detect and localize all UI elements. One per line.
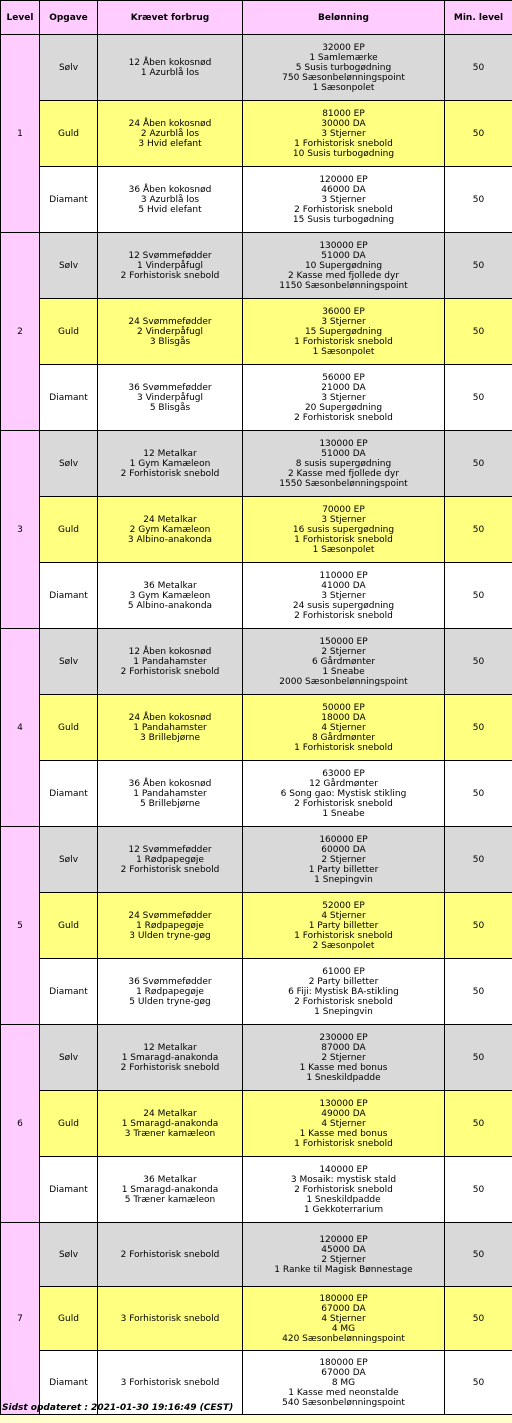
table-row xyxy=(1,695,512,761)
reward-item: 8 susis supergødning xyxy=(295,458,392,469)
reward-item: 1 Forhistorisk snebold xyxy=(294,742,393,753)
required-item: 12 Metalkar xyxy=(143,1042,197,1053)
reward-item: 1 Sneskildpadde xyxy=(306,1194,381,1205)
min-level-cell: 50 xyxy=(445,365,512,431)
required-cell xyxy=(98,695,243,761)
table-row xyxy=(1,827,512,893)
reward-item: 67000 DA xyxy=(321,1303,366,1314)
min-level-cell: 50 xyxy=(445,1157,512,1223)
reward-item: 1 Sæsonpolet xyxy=(312,346,375,357)
required-item: 1 Pandahamster xyxy=(133,788,207,799)
required-item: 24 Åben kokosnød xyxy=(128,712,212,723)
required-item: 24 Metalkar xyxy=(143,1108,197,1119)
reward-item: 20 Supergødning xyxy=(304,402,383,413)
min-level-cell: 50 xyxy=(445,893,512,959)
level-cell: 2 xyxy=(1,233,40,431)
reward-item: 2 Party billetter xyxy=(308,976,379,987)
table-row xyxy=(1,101,512,167)
reward-item: 2 Forhistorisk snebold xyxy=(294,996,393,1007)
reward-item: 1 Kasse med neonstalde xyxy=(288,1387,399,1398)
reward-item: 1 Forhistorisk snebold xyxy=(294,930,393,941)
required-item: 1 Azurblå los xyxy=(140,67,200,78)
reward-item: 2 Kasse med fjollede dyr xyxy=(287,468,400,479)
reward-item: 1550 Sæsonbelønningspoint xyxy=(279,478,408,489)
task-cell: Diamant xyxy=(40,1157,98,1223)
reward-item: 2 Forhistorisk snebold xyxy=(294,798,393,809)
required-item: 2 Gym Kamæleon xyxy=(129,524,211,535)
reward-item: 36000 EP xyxy=(322,306,365,317)
required-item: 36 Metalkar xyxy=(143,580,197,591)
reward-item: 3 Mosaik: mystisk stald xyxy=(290,1174,397,1185)
header-reward: Belønning xyxy=(243,1,445,35)
required-item: 1 Smaragd-anakonda xyxy=(121,1052,219,1063)
level-cell: 3 xyxy=(1,431,40,629)
task-cell: Diamant xyxy=(40,167,98,233)
table-row xyxy=(1,629,512,695)
reward-item: 1 Gekkoterrarium xyxy=(303,1204,384,1215)
reward-item: 1 Snepingvin xyxy=(314,874,373,885)
reward-item: 2 Forhistorisk snebold xyxy=(294,1184,393,1195)
reward-cell xyxy=(243,167,445,233)
min-level-cell: 50 xyxy=(445,101,512,167)
task-cell: Diamant xyxy=(40,563,98,629)
reward-item: 50000 EP xyxy=(322,702,365,713)
reward-item: 4 Stjerner xyxy=(321,910,366,921)
reward-item: 2 Kasse med fjollede dyr xyxy=(287,270,400,281)
required-item: 12 Åben kokosnød xyxy=(128,646,212,657)
reward-item: 60000 DA xyxy=(321,844,366,855)
reward-item: 5 Susis turbogødning xyxy=(295,62,392,73)
reward-item: 2 Stjerner xyxy=(321,1254,366,1265)
reward-cell xyxy=(243,431,445,497)
reward-item: 15 Supergødning xyxy=(304,326,383,337)
task-cell: Guld xyxy=(40,1287,98,1351)
task-cell: Diamant xyxy=(40,1351,98,1415)
reward-item: 18000 DA xyxy=(321,712,366,723)
reward-item: 130000 EP xyxy=(319,240,368,251)
table-row xyxy=(1,761,512,827)
reward-item: 1 Forhistorisk snebold xyxy=(294,1138,393,1149)
reward-item: 180000 EP xyxy=(319,1293,368,1304)
reward-item: 6 Song gao: Mystisk stikling xyxy=(280,788,407,799)
reward-item: 24 susis supergødning xyxy=(292,600,395,611)
required-item: 2 Forhistorisk snebold xyxy=(120,1062,220,1073)
min-level-cell: 50 xyxy=(445,629,512,695)
header-level: Level xyxy=(1,1,40,35)
reward-item: 540 Sæsonbelønningspoint xyxy=(282,1397,405,1408)
required-item: 3 Træner kamæleon xyxy=(124,1128,216,1139)
reward-item: 3 Stjerner xyxy=(321,194,366,205)
required-item: 3 Brillebjørne xyxy=(139,732,200,743)
required-item: 5 Ulden tryne-gøg xyxy=(129,996,211,1007)
reward-item: 1150 Sæsonbelønningspoint xyxy=(279,280,408,291)
task-cell: Guld xyxy=(40,1091,98,1157)
reward-item: 2 Sæsonpolet xyxy=(312,940,375,951)
min-level-cell: 50 xyxy=(445,1025,512,1091)
reward-cell xyxy=(243,1223,445,1287)
reward-item: 51000 DA xyxy=(321,250,366,261)
reward-item: 120000 EP xyxy=(319,1234,368,1245)
required-item: 1 Gym Kamæleon xyxy=(129,458,211,469)
required-item: 3 Vinderpåfugl xyxy=(136,392,203,403)
required-item: 36 Åben kokosnød xyxy=(128,184,212,195)
required-item: 1 Pandahamster xyxy=(133,722,207,733)
reward-item: 87000 DA xyxy=(321,1042,366,1053)
required-cell xyxy=(98,1287,243,1351)
required-item: 3 Forhistorisk snebold xyxy=(120,1377,220,1388)
reward-item: 2 Forhistorisk snebold xyxy=(294,204,393,215)
reward-item: 130000 EP xyxy=(319,438,368,449)
reward-cell xyxy=(243,101,445,167)
required-cell xyxy=(98,893,243,959)
header-min-level: Min. level xyxy=(445,1,512,35)
required-item: 36 Svømmefødder xyxy=(128,382,212,393)
required-cell xyxy=(98,1157,243,1223)
reward-cell xyxy=(243,1025,445,1091)
required-item: 2 Forhistorisk snebold xyxy=(120,666,220,677)
reward-item: 150000 EP xyxy=(319,636,368,647)
task-cell: Guld xyxy=(40,101,98,167)
min-level-cell: 50 xyxy=(445,1287,512,1351)
reward-item: 1 Sæsonpolet xyxy=(312,544,375,555)
min-level-cell: 50 xyxy=(445,1351,512,1415)
reward-cell xyxy=(243,893,445,959)
reward-item: 10 Susis turbogødning xyxy=(292,148,395,159)
required-item: 3 Blisgås xyxy=(149,336,191,347)
reward-item: 10 Supergødning xyxy=(304,260,383,271)
reward-item: 49000 DA xyxy=(321,1108,366,1119)
reward-item: 81000 EP xyxy=(322,108,365,119)
reward-item: 1 Sæsonpolet xyxy=(312,82,375,93)
reward-item: 1 Sneskildpadde xyxy=(306,1072,381,1083)
table-row xyxy=(1,1025,512,1091)
required-item: 2 Vinderpåfugl xyxy=(136,326,203,337)
required-item: 2 Azurblå los xyxy=(140,128,200,139)
reward-item: 160000 EP xyxy=(319,834,368,845)
required-item: 1 Smaragd-anakonda xyxy=(121,1118,219,1129)
reward-item: 1 Samlemærke xyxy=(309,52,378,63)
required-item: 5 Brillebjørne xyxy=(139,798,200,809)
reward-item: 8 MG xyxy=(331,1377,356,1388)
task-cell: Sølv xyxy=(40,629,98,695)
reward-item: 6 Fiji: Mystisk BA-stikling xyxy=(288,986,399,997)
reward-item: 130000 EP xyxy=(319,1098,368,1109)
reward-item: 180000 EP xyxy=(319,1357,368,1368)
reward-item: 52000 EP xyxy=(322,900,365,911)
reward-item: 1 Snepingvin xyxy=(314,1006,373,1017)
required-item: 5 Blisgås xyxy=(149,402,191,413)
reward-item: 2000 Sæsonbelønningspoint xyxy=(279,676,408,687)
required-cell xyxy=(98,827,243,893)
header-required: Krævet forbrug xyxy=(98,1,243,35)
table-row xyxy=(1,893,512,959)
required-item: 2 Forhistorisk snebold xyxy=(120,270,220,281)
reward-item: 32000 EP xyxy=(322,42,365,53)
required-cell xyxy=(98,629,243,695)
required-item: 24 Svømmefødder xyxy=(128,316,212,327)
table-row xyxy=(1,365,512,431)
reward-cell xyxy=(243,497,445,563)
reward-item: 4 MG xyxy=(331,1323,356,1334)
table-row xyxy=(1,35,512,101)
table-row xyxy=(1,233,512,299)
required-cell xyxy=(98,167,243,233)
reward-item: 1 Kasse med bonus xyxy=(299,1062,388,1073)
reward-item: 2 Stjerner xyxy=(321,854,366,865)
task-cell: Diamant xyxy=(40,365,98,431)
required-item: 2 Forhistorisk snebold xyxy=(120,1249,220,1260)
header-task: Opgave xyxy=(40,1,98,35)
required-item: 1 Vinderpåfugl xyxy=(136,260,203,271)
reward-item: 1 Party billetter xyxy=(308,864,379,875)
task-cell: Sølv xyxy=(40,827,98,893)
required-item: 36 Svømmefødder xyxy=(128,976,212,987)
reward-cell xyxy=(243,35,445,101)
reward-item: 8 Gårdmønter xyxy=(311,732,376,743)
required-item: 2 Forhistorisk snebold xyxy=(120,468,220,479)
reward-cell xyxy=(243,1351,445,1415)
task-cell: Guld xyxy=(40,299,98,365)
task-cell: Diamant xyxy=(40,761,98,827)
reward-cell xyxy=(243,695,445,761)
table-row xyxy=(1,497,512,563)
required-item: 1 Smaragd-anakonda xyxy=(121,1184,219,1195)
required-item: 24 Åben kokosnød xyxy=(128,118,212,129)
task-cell: Sølv xyxy=(40,1223,98,1287)
required-item: 3 Azurblå los xyxy=(140,194,200,205)
min-level-cell: 50 xyxy=(445,761,512,827)
required-item: 3 Ulden tryne-gøg xyxy=(129,930,211,941)
reward-cell xyxy=(243,1091,445,1157)
required-cell xyxy=(98,1025,243,1091)
required-item: 2 Forhistorisk snebold xyxy=(120,864,220,875)
reward-item: 1 Forhistorisk snebold xyxy=(294,336,393,347)
reward-item: 2 Forhistorisk snebold xyxy=(294,610,393,621)
required-item: 12 Metalkar xyxy=(143,448,197,459)
reward-item: 51000 DA xyxy=(321,448,366,459)
required-cell xyxy=(98,563,243,629)
reward-item: 30000 DA xyxy=(321,118,366,129)
reward-cell xyxy=(243,629,445,695)
task-cell: Guld xyxy=(40,893,98,959)
reward-item: 3 Stjerner xyxy=(321,514,366,525)
required-item: 5 Træner kamæleon xyxy=(124,1194,216,1205)
level-cell: 6 xyxy=(1,1025,40,1223)
required-item: 12 Svømmefødder xyxy=(128,250,212,261)
required-item: 36 Åben kokosnød xyxy=(128,778,212,789)
required-cell xyxy=(98,35,243,101)
min-level-cell: 50 xyxy=(445,35,512,101)
reward-item: 67000 DA xyxy=(321,1367,366,1378)
required-item: 5 Hvid elefant xyxy=(138,204,202,215)
required-item: 5 Albino-anakonda xyxy=(127,600,213,611)
reward-item: 4 Stjerner xyxy=(321,722,366,733)
reward-item: 1 Sneabe xyxy=(322,808,365,819)
required-item: 12 Svømmefødder xyxy=(128,844,212,855)
table-row xyxy=(1,959,512,1025)
required-item: 1 Rødpapegøje xyxy=(136,854,204,865)
reward-item: 3 Stjerner xyxy=(321,392,366,403)
task-cell: Guld xyxy=(40,497,98,563)
task-cell: Guld xyxy=(40,695,98,761)
reward-item: 1 Party billetter xyxy=(308,920,379,931)
reward-cell xyxy=(243,1157,445,1223)
required-cell xyxy=(98,1091,243,1157)
reward-item: 46000 DA xyxy=(321,184,366,195)
reward-item: 15 Susis turbogødning xyxy=(292,214,395,225)
level-cell: 7 xyxy=(1,1223,40,1415)
reward-item: 2 Stjerner xyxy=(321,646,366,657)
reward-item: 56000 EP xyxy=(322,372,365,383)
required-item: 3 Hvid elefant xyxy=(138,138,202,149)
reward-item: 120000 EP xyxy=(319,174,368,185)
required-cell xyxy=(98,761,243,827)
table-row xyxy=(1,1157,512,1223)
reward-item: 1 Forhistorisk snebold xyxy=(294,138,393,149)
required-cell xyxy=(98,299,243,365)
required-cell xyxy=(98,365,243,431)
min-level-cell: 50 xyxy=(445,1091,512,1157)
min-level-cell: 50 xyxy=(445,563,512,629)
table-row xyxy=(1,431,512,497)
required-item: 1 Rødpapegøje xyxy=(136,920,204,931)
required-item: 12 Åben kokosnød xyxy=(128,57,212,68)
task-cell: Sølv xyxy=(40,35,98,101)
reward-item: 4 Stjerner xyxy=(321,1313,366,1324)
table-row xyxy=(1,1091,512,1157)
reward-cell xyxy=(243,365,445,431)
min-level-cell: 50 xyxy=(445,299,512,365)
task-cell: Sølv xyxy=(40,233,98,299)
reward-item: 70000 EP xyxy=(322,504,365,515)
required-item: 3 Gym Kamæleon xyxy=(129,590,211,601)
reward-item: 16 susis supergødning xyxy=(292,524,395,535)
reward-cell xyxy=(243,299,445,365)
reward-item: 140000 EP xyxy=(319,1164,368,1175)
reward-item: 3 Stjerner xyxy=(321,316,366,327)
reward-item: 420 Sæsonbelønningspoint xyxy=(282,1333,405,1344)
min-level-cell: 50 xyxy=(445,431,512,497)
task-cell: Sølv xyxy=(40,431,98,497)
reward-item: 230000 EP xyxy=(319,1032,368,1043)
reward-cell xyxy=(243,959,445,1025)
required-cell xyxy=(98,497,243,563)
required-cell xyxy=(98,101,243,167)
reward-item: 2 Forhistorisk snebold xyxy=(294,412,393,423)
reward-cell xyxy=(243,233,445,299)
reward-item: 61000 EP xyxy=(322,966,365,977)
level-cell: 4 xyxy=(1,629,40,827)
reward-item: 3 Stjerner xyxy=(321,128,366,139)
reward-cell xyxy=(243,761,445,827)
header-row xyxy=(1,1,512,35)
reward-cell xyxy=(243,827,445,893)
required-item: 1 Pandahamster xyxy=(133,656,207,667)
reward-item: 63000 EP xyxy=(322,768,365,779)
reward-item: 21000 DA xyxy=(321,382,366,393)
required-cell xyxy=(98,233,243,299)
table-row xyxy=(1,1287,512,1351)
min-level-cell: 50 xyxy=(445,233,512,299)
required-item: 3 Albino-anakonda xyxy=(127,534,213,545)
last-updated: Sidst opdateret : 2021-01-30 19:16:49 (CEST) xyxy=(2,1403,234,1413)
required-item: 3 Forhistorisk snebold xyxy=(120,1313,220,1324)
reward-item: 6 Gårdmønter xyxy=(311,656,376,667)
reward-cell xyxy=(243,563,445,629)
reward-item: 110000 EP xyxy=(319,570,368,581)
reward-item: 2 Stjerner xyxy=(321,1052,366,1063)
task-cell: Sølv xyxy=(40,1025,98,1091)
reward-item: 3 Stjerner xyxy=(321,590,366,601)
required-cell xyxy=(98,431,243,497)
task-cell: Diamant xyxy=(40,959,98,1025)
min-level-cell: 50 xyxy=(445,959,512,1025)
required-item: 24 Metalkar xyxy=(143,514,197,525)
reward-item: 4 Stjerner xyxy=(321,1118,366,1129)
required-item: 36 Metalkar xyxy=(143,1174,197,1185)
min-level-cell: 50 xyxy=(445,497,512,563)
reward-item: 1 Sneabe xyxy=(322,666,365,677)
required-item: 1 Rødpapegøje xyxy=(136,986,204,997)
reward-item: 12 Gårdmønter xyxy=(309,778,378,789)
level-cell: 1 xyxy=(1,35,40,233)
min-level-cell: 50 xyxy=(445,827,512,893)
reward-item: 45000 DA xyxy=(321,1244,366,1255)
reward-item: 1 Kasse med bonus xyxy=(299,1128,388,1139)
reward-item: 41000 DA xyxy=(321,580,366,591)
reward-cell xyxy=(243,1287,445,1351)
reward-item: 1 Forhistorisk snebold xyxy=(294,534,393,545)
table-row xyxy=(1,167,512,233)
min-level-cell: 50 xyxy=(445,1223,512,1287)
required-cell xyxy=(98,959,243,1025)
level-cell: 5 xyxy=(1,827,40,1025)
min-level-cell: 50 xyxy=(445,695,512,761)
table-body xyxy=(1,35,512,1415)
required-item: 24 Svømmefødder xyxy=(128,910,212,921)
required-cell xyxy=(98,1223,243,1287)
table-row xyxy=(1,563,512,629)
min-level-cell: 50 xyxy=(445,167,512,233)
reward-item: 1 Ranke til Magisk Bønnestage xyxy=(274,1264,413,1275)
table-row xyxy=(1,1223,512,1287)
reward-item: 750 Sæsonbelønningspoint xyxy=(282,72,405,83)
table-row xyxy=(1,299,512,365)
